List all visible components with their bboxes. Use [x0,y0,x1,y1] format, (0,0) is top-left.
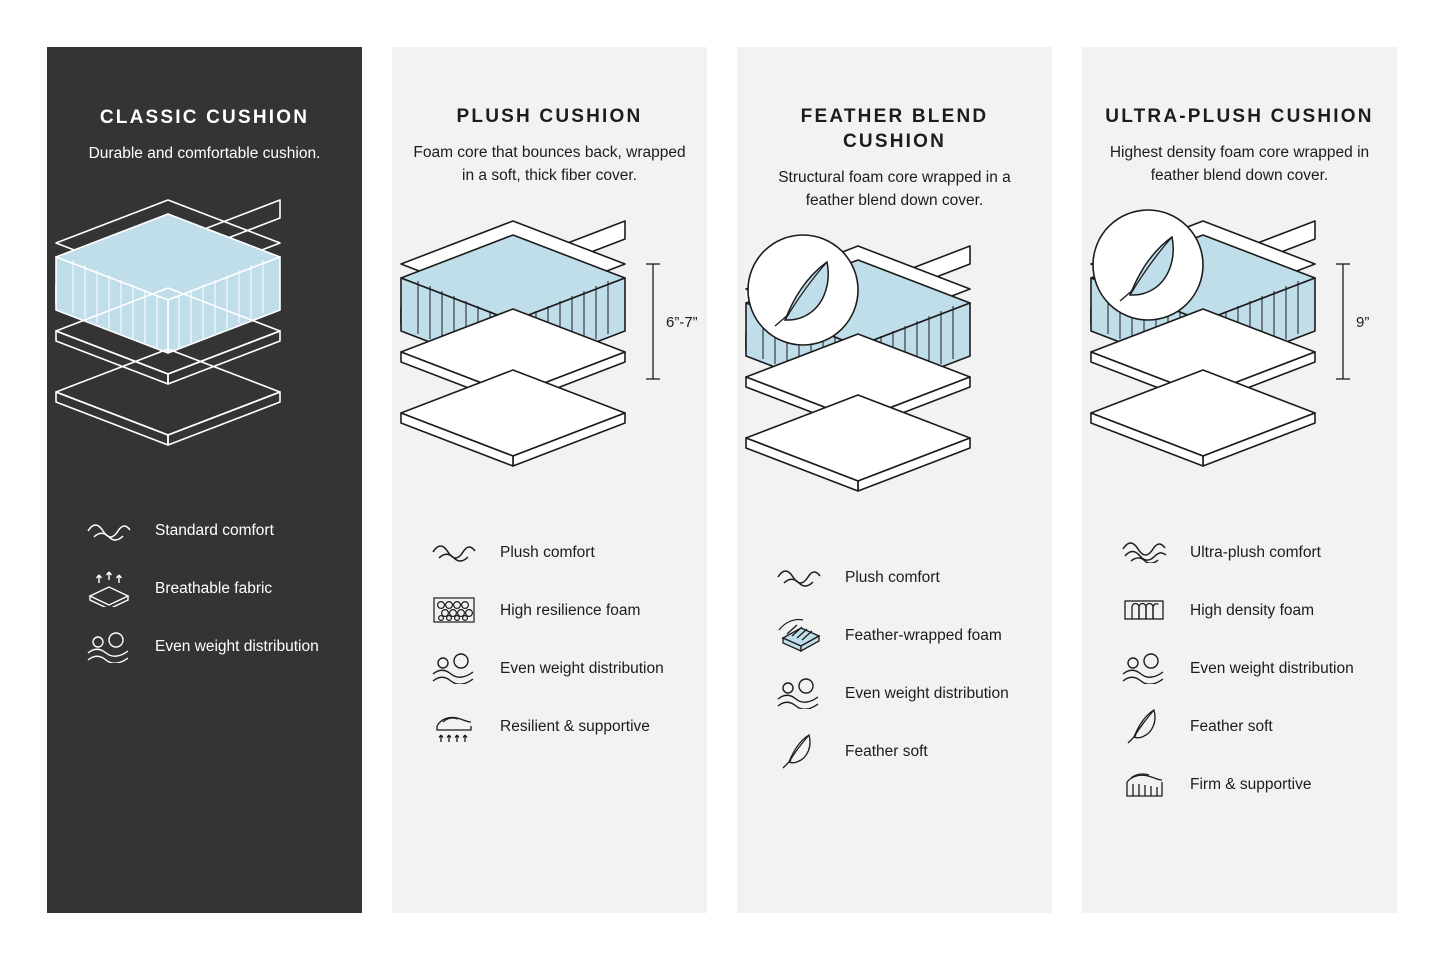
firm-supportive-icon [1116,766,1172,802]
feather-wrapped-foam-icon [771,618,827,652]
feature-label: Firm & supportive [1190,775,1312,793]
feature-list [737,548,1052,780]
cushion-layer-diagram [1082,209,1397,509]
cushion-card-plush[interactable] [392,47,707,913]
feature-label: High resilience foam [500,601,641,619]
feature-label: Plush comfort [500,543,595,561]
feature-item [426,523,677,581]
breathable-fabric-icon [81,571,137,607]
feature-item [771,606,1022,664]
weight-distribution-icon [426,652,482,684]
cushion-layer-diagram [737,234,1052,534]
feature-item [426,581,677,639]
feature-item [771,664,1022,722]
feature-label: Even weight distribution [500,659,664,677]
feather-badge-icon [748,235,858,345]
card-description: Highest density foam core wrapped in feather blend down cover. [1109,144,1370,184]
dimension-label-text: 9” [1355,314,1369,331]
card-description: Foam core that bounces back, wrapped in a soft, thick fiber cover. [413,144,686,184]
cushion-layer-diagram [392,209,707,509]
high-density-foam-icon [1116,595,1172,625]
weight-distribution-icon [81,631,137,663]
wave-icon [1116,541,1172,563]
feature-label: Plush comfort [845,568,940,586]
feather-icon [771,732,827,770]
dimension-label-text: 6”-7” [665,314,698,331]
exploded-cushion-illustration [745,234,1045,524]
feature-label: Even weight distribution [155,638,319,655]
wave-icon [771,566,827,588]
feature-item [1116,755,1367,813]
feature-item [426,639,677,697]
card-title: ULTRA-PLUSH CUSHION [1105,106,1374,127]
card-title: CLASSIC CUSHION [99,107,310,128]
feature-item [771,548,1022,606]
feature-item [1116,581,1367,639]
feature-label: Feather soft [1190,717,1273,735]
feature-list [1082,523,1397,813]
wave-icon [81,520,137,542]
feather-badge-icon [1093,210,1203,320]
feature-list [47,502,362,676]
exploded-cushion-illustration [1090,209,1390,499]
feature-label: Ultra-plush comfort [1190,543,1321,561]
feature-item [426,697,677,755]
card-title: FEATHER BLEND CUSHION [800,106,989,152]
weight-distribution-icon [1116,652,1172,684]
card-description: Structural foam core wrapped in a feather blend down cover. [778,169,1011,209]
feature-item [81,502,332,560]
feature-label: Standard comfort [155,522,274,539]
cushion-card-classic[interactable] [47,47,362,913]
supportive-seat-icon [426,708,482,744]
feature-label: Breathable fabric [155,580,273,597]
wave-icon [426,541,482,563]
weight-distribution-icon [771,677,827,709]
cushion-card-ultra-plush[interactable] [1082,47,1397,913]
exploded-cushion-illustration [400,209,700,499]
cushion-card-feather-blend[interactable] [737,47,1052,913]
feature-item [1116,697,1367,755]
feature-label: High density foam [1190,601,1315,619]
feature-item [1116,523,1367,581]
feature-list [392,523,707,755]
honeycomb-foam-icon [426,593,482,627]
feature-label: Even weight distribution [1190,659,1354,677]
card-description: Durable and comfortable cushion. [88,145,321,162]
feature-item [1116,639,1367,697]
card-title: PLUSH CUSHION [456,106,643,127]
feature-item [81,560,332,618]
feature-label: Feather-wrapped foam [845,626,1002,644]
feature-item [771,722,1022,780]
feature-label: Even weight distribution [845,684,1009,702]
feature-item [81,618,332,676]
cushion-layer-diagram [47,188,362,488]
exploded-cushion-illustration [55,188,355,478]
feature-label: Resilient & supportive [500,717,650,735]
feather-icon [1116,707,1172,745]
feature-label: Feather soft [845,742,928,760]
